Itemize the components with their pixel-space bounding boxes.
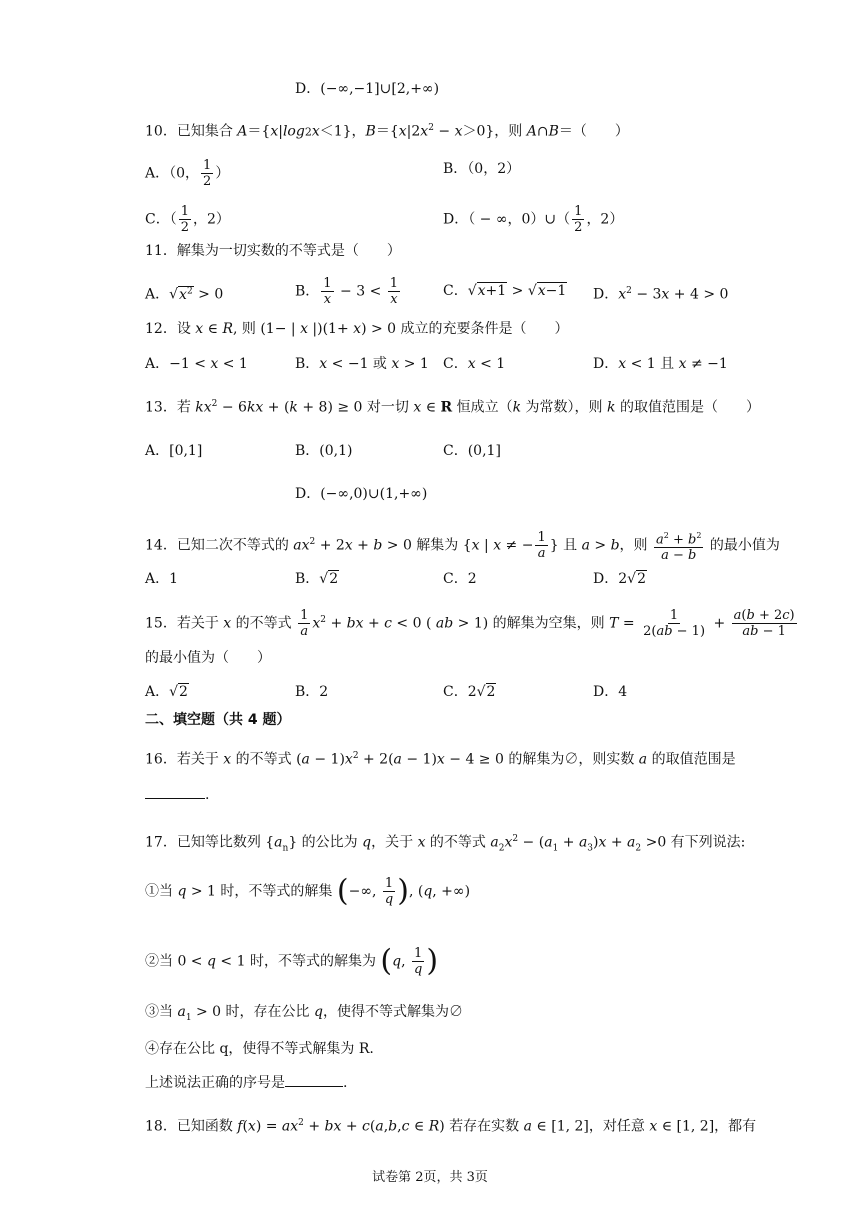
q12-option-a: A．−1 < x < 1 bbox=[145, 356, 248, 372]
q15-option-a: A．√2 bbox=[145, 684, 188, 700]
q13-option-a: A．[0,1] bbox=[145, 443, 203, 459]
q17-statement-4: ④存在公比 q，使得不等式解集为 R. bbox=[145, 1041, 374, 1057]
q11-option-a: A．$√x^2 > 0$ bbox=[145, 286, 224, 303]
question-10-stem: 10．已知集合 A＝{x|log2x＜1}，$B=\{x|2x^2 - x>0\}$，则 A∩B＝（ ） bbox=[145, 123, 629, 140]
q10-option-b: B．（0，2） bbox=[443, 161, 521, 177]
question-17-stem: 17．已知等比数列 $\{a_n\}$ 的公比为 q，关于 x 的不等式 $a_2x^2 - (a_1 + a_3)x + a_2 >0$ 有下列说法: bbox=[145, 834, 746, 854]
q14-option-d: D．2√2 bbox=[593, 571, 646, 587]
q17-statement-1: ①当 q > 1 时，不等式的解集 (−∞, $\frac{1}{q}$ ), (q, +∞) bbox=[145, 873, 471, 909]
q17-statement-3: ③当 $a_1 > 0$ 时，存在公比 q，使得不等式解集为∅ bbox=[145, 1004, 463, 1023]
question-18-stem: 18．已知函数 $f(x) = ax^2$ + bx + c(a,b,c ∈ R) 若存在实数 a ∈ [1, 2]，对任意 x ∈ [1, 2]，都有 bbox=[145, 1118, 757, 1135]
answer-blank-17[interactable] bbox=[285, 1072, 343, 1087]
q12-option-b: B．x < −1 或 x > 1 bbox=[295, 356, 429, 372]
answer-blank-16[interactable] bbox=[145, 784, 205, 799]
question-16-stem: 16．若关于 x 的不等式 $(a - 1)x^2 + 2(a - 1)x - 4 \ge 0$ 的解集为∅，则实数 a 的取值范围是 bbox=[145, 751, 736, 768]
section-heading-fill-in: 二、填空题（共 4 题） bbox=[145, 712, 291, 728]
q12-option-c: C．x < 1 bbox=[443, 356, 506, 372]
q10-option-a: A．（0， $\frac{1}{2}$ ） bbox=[145, 158, 230, 189]
q15-option-b: B．2 bbox=[295, 684, 329, 700]
q15-option-d: D．4 bbox=[593, 684, 628, 700]
q17-ask: 上述说法正确的序号是 . bbox=[145, 1072, 347, 1094]
q13-option-d: D．(−∞,0)∪(1,+∞) bbox=[295, 486, 428, 502]
q13-option-c: C．(0,1] bbox=[443, 443, 501, 459]
q11-option-b: B． $\frac{1}{x}$ − 3 < $\frac{1}{x}$ bbox=[295, 276, 399, 307]
q14-option-c: C．2 bbox=[443, 571, 477, 587]
q11-option-c: C．√x+1 > √x−1 bbox=[443, 283, 567, 299]
q10-option-c: C．（ $\frac{1}{2}$ ，2） bbox=[145, 204, 230, 235]
question-15-stem: 15．若关于 x 的不等式 $\frac{1}{a}$ $x^2$ + bx + c < 0 ( ab > 1) 的解集为空集，则 T = $\frac{1}{2(ab - 1)}$ + $\frac{a(b + 2c)}{ab - 1}$ bbox=[145, 608, 795, 639]
question-15-stem-cont: 的最小值为（ ） bbox=[145, 650, 271, 666]
q13-option-b: B．(0,1) bbox=[295, 443, 353, 459]
q10-option-d: D．（ − ∞，0）∪（ $\frac{1}{2}$ ，2） bbox=[443, 204, 624, 235]
question-11-stem: 11．解集为一切实数的不等式是（ ） bbox=[145, 243, 401, 259]
page-footer: 试卷第 2页，共 3页 bbox=[372, 1170, 488, 1185]
question-16-blank: . bbox=[145, 784, 209, 806]
question-13-stem: 13．若 $kx^2 - 6kx + (k + 8) \ge 0$ 对一切 x ∈ R 恒成立（k 为常数），则 k 的取值范围是（ ） bbox=[145, 399, 760, 416]
q9-option-d: D．(−∞,−1]∪[2,+∞) bbox=[295, 81, 440, 97]
question-12-stem: 12．设 x ∈ R, 则 (1− | x |)(1+ x) > 0 成立的充要条件是（ ） bbox=[145, 321, 569, 337]
q15-option-c: C．2√2 bbox=[443, 684, 496, 700]
q17-statement-2: ②当 0 < q < 1 时，不等式的解集为 (q, $\frac{1}{q}$ ) bbox=[145, 943, 439, 979]
question-14-stem: 14．已知二次不等式的 $ax^2 + 2x + b > 0$ 解集为 {x | x ≠ − $\frac{1}{a}$ } 且 a > b，则 $\frac{a^2 + b^2}{a - b}$ 的最小值为 bbox=[145, 528, 780, 563]
q14-option-b: B．√2 bbox=[295, 571, 339, 587]
q14-option-a: A．1 bbox=[145, 571, 179, 587]
q11-option-d: D．$x^2 - 3x + 4 > 0$ bbox=[593, 286, 729, 303]
q12-option-d: D．x < 1 且 x ≠ −1 bbox=[593, 356, 728, 372]
